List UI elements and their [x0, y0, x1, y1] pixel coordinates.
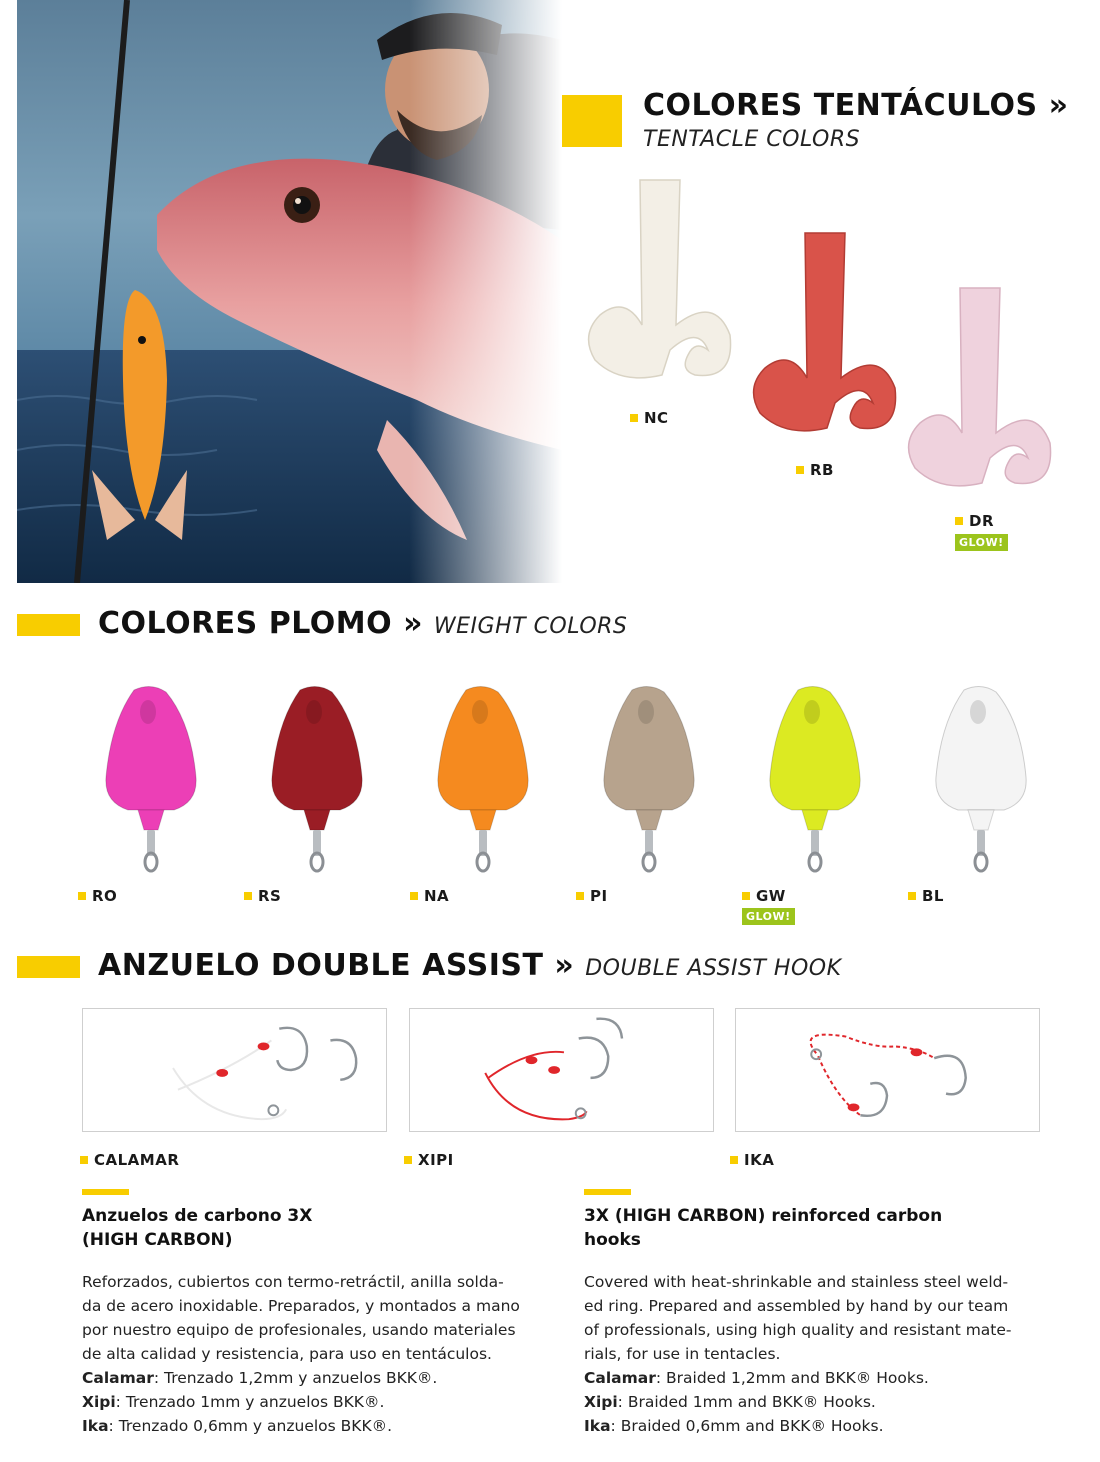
- weight-gw-image: [760, 682, 870, 882]
- hook-code-xipi: XIPI: [404, 1151, 454, 1169]
- weight-code-ro: RO: [78, 887, 117, 905]
- bullet-square-icon: [908, 892, 916, 900]
- hook-image-xipi: [409, 1008, 714, 1132]
- body-line: por nuestro equipo de profesionales, usando materiales: [82, 1321, 516, 1339]
- weight-code-rs: RS: [244, 887, 281, 905]
- body-line: of professionals, using high quality and resistant mate-: [584, 1321, 1012, 1339]
- description-accent-bar: [584, 1189, 631, 1195]
- hook-code-calamar: CALAMAR: [80, 1151, 179, 1169]
- weight-bl-image: [926, 682, 1036, 882]
- description-body-es: [82, 1270, 552, 1438]
- chevron-right-icon: »: [1048, 88, 1069, 123]
- bullet-square-icon: [730, 1156, 738, 1164]
- weight-code-na: NA: [410, 887, 449, 905]
- title-line: 3X (HIGH CARBON) reinforced carbon: [584, 1206, 943, 1226]
- weight-code-gw: GW: [742, 887, 786, 905]
- body-line: ed ring. Prepared and assembled by hand by our team: [584, 1297, 1009, 1315]
- heading-accent-bar: [562, 95, 622, 147]
- glow-badge: GLOW!: [742, 908, 795, 925]
- fisherman-with-snapper-illustration: [17, 0, 562, 583]
- chevron-right-icon: »: [554, 948, 575, 983]
- tentacle-colors-subheading: TENTACLE COLORS: [643, 127, 861, 152]
- chevron-right-icon: »: [403, 606, 423, 641]
- weight-subheading-text: WEIGHT COLORS: [433, 614, 628, 639]
- bullet-square-icon: [244, 892, 252, 900]
- spec-line: Xipi: Trenzado 1mm y anzuelos BKK®.: [82, 1393, 385, 1411]
- hook-code-ika: IKA: [730, 1151, 774, 1169]
- body-line: da de acero inoxidable. Preparados, y montados a mano: [82, 1297, 520, 1315]
- title-line: hooks: [584, 1230, 641, 1250]
- weight-heading-text: COLORES PLOMO: [98, 606, 393, 641]
- hook-heading-text: ANZUELO DOUBLE ASSIST: [98, 948, 544, 983]
- weight-pi-image: [594, 682, 704, 882]
- heading-accent-bar: [17, 956, 80, 978]
- spec-line: Ika: Trenzado 0,6mm y anzuelos BKK®.: [82, 1417, 393, 1435]
- title-line: Anzuelos de carbono 3X: [82, 1206, 313, 1226]
- tentacle-code-dr: DR: [955, 512, 994, 530]
- spec-line: Ika: Braided 0,6mm and BKK® Hooks.: [584, 1417, 884, 1435]
- tentacle-nc-image: [580, 175, 740, 410]
- spec-line: Calamar: Trenzado 1,2mm y anzuelos BKK®.: [82, 1369, 438, 1387]
- weight-rs-image: [262, 682, 372, 882]
- bullet-square-icon: [955, 517, 963, 525]
- double-hook-illustration: [410, 1009, 713, 1131]
- bullet-square-icon: [576, 892, 584, 900]
- body-line: rials, for use in tentacles.: [584, 1345, 781, 1363]
- title-line: (HIGH CARBON): [82, 1230, 233, 1250]
- tentacle-dr-image: [900, 283, 1060, 518]
- bullet-square-icon: [80, 1156, 88, 1164]
- hero-photo: [17, 0, 562, 583]
- description-accent-bar: [82, 1189, 129, 1195]
- hook-image-calamar: [82, 1008, 387, 1132]
- bullet-square-icon: [78, 892, 86, 900]
- description-body-en: [584, 1270, 1064, 1438]
- weight-ro-image: [96, 682, 206, 882]
- bullet-square-icon: [630, 414, 638, 422]
- double-hook-illustration: [83, 1009, 386, 1131]
- hook-image-ika: [735, 1008, 1040, 1132]
- body-line: Covered with heat-shrinkable and stainless steel weld-: [584, 1273, 1009, 1291]
- spec-line: Xipi: Braided 1mm and BKK® Hooks.: [584, 1393, 876, 1411]
- glow-badge: GLOW!: [955, 534, 1008, 551]
- bullet-square-icon: [404, 1156, 412, 1164]
- double-hook-illustration: [736, 1009, 1039, 1131]
- description-title-en: [584, 1204, 942, 1252]
- description-title-es: [82, 1204, 312, 1252]
- weight-code-pi: PI: [576, 887, 608, 905]
- tentacle-colors-heading: [643, 88, 1069, 123]
- tentacle-code-rb: RB: [796, 461, 834, 479]
- body-line: Reforzados, cubiertos con termo-retráctil, anilla solda-: [82, 1273, 504, 1291]
- bullet-square-icon: [410, 892, 418, 900]
- double-assist-hook-heading: [98, 948, 842, 983]
- weight-na-image: [428, 682, 538, 882]
- weight-code-bl: BL: [908, 887, 944, 905]
- tentacle-rb-image: [745, 228, 905, 463]
- hook-subheading-text: DOUBLE ASSIST HOOK: [585, 956, 842, 981]
- spec-line: Calamar: Braided 1,2mm and BKK® Hooks.: [584, 1369, 929, 1387]
- heading-accent-bar: [17, 614, 80, 636]
- tentacle-code-nc: NC: [630, 409, 669, 427]
- weight-colors-heading: [98, 606, 627, 641]
- bullet-square-icon: [742, 892, 750, 900]
- tentacle-heading-text: COLORES TENTÁCULOS: [643, 88, 1038, 123]
- bullet-square-icon: [796, 466, 804, 474]
- body-line: de alta calidad y resistencia, para uso en tentáculos.: [82, 1345, 492, 1363]
